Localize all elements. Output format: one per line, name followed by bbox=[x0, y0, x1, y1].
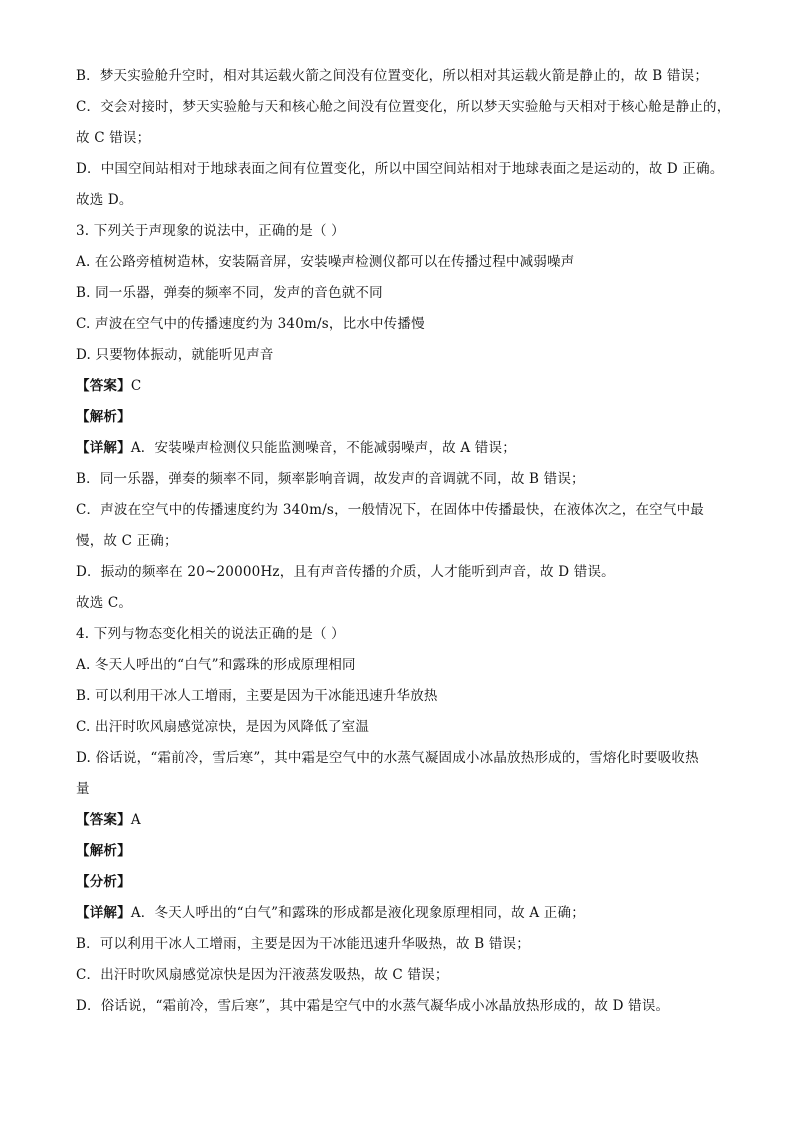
q3-option-c: C. 声波在空气中的传播速度约为 340m/s，比水中传播慢 bbox=[76, 316, 425, 332]
q4-option-b: B. 可以利用干冰人工增雨，主要是因为干冰能迅速升华放热 bbox=[76, 688, 438, 704]
q4-detail-a-text: A．冬天人呼出的“白气”和露珠的形成都是液化现象原理相同，故 A 正确； bbox=[130, 905, 585, 921]
q4-answer bbox=[76, 810, 141, 830]
q4-detail-d: D．俗话说，“霜前冷，雪后寒”，其中霜是空气中的水蒸气凝华成小冰晶放热形成的，故 D 错误。 bbox=[76, 998, 670, 1014]
q3-stem: 3. 下列关于声现象的说法中，正确的是（ ） bbox=[76, 223, 345, 239]
q4-option-a: A. 冬天人呼出的“白气”和露珠的形成原理相同 bbox=[76, 657, 356, 673]
q3-detail-c-line1: C．声波在空气中的传播速度约为 340m/s，一般情况下，在固体中传播最快，在液体次之，在空气中最 bbox=[76, 502, 704, 518]
q3-detail-tag: 【详解】 bbox=[76, 440, 131, 456]
q4-detail-tag: 【详解】 bbox=[76, 905, 131, 921]
q3-detail-d: D．振动的频率在 20~20000Hz，且有声音传播的介质，人才能听到声音，故 D 错误。 bbox=[76, 564, 615, 580]
q4-detail-b: B．可以利用干冰人工增雨，主要是因为干冰能迅速升华吸热，故 B 错误； bbox=[76, 936, 530, 952]
q4-fenxi-heading bbox=[76, 872, 131, 892]
q4-detail-c: C．出汗时吹风扇感觉凉快是因为汗液蒸发吸热，故 C 错误； bbox=[76, 967, 449, 983]
q4-option-d-line2: 量 bbox=[76, 781, 90, 797]
q4-option-c: C. 出汗时吹风扇感觉凉快，是因为风降低了室温 bbox=[76, 719, 370, 735]
q3-option-b: B. 同一乐器，弹奏的频率不同，发声的音色就不同 bbox=[76, 285, 383, 301]
q3-analysis-tag: 【解析】 bbox=[76, 409, 131, 425]
q3-answer bbox=[76, 376, 141, 396]
prev-option-b: B．梦天实验舱升空时，相对其运载火箭之间没有位置变化，所以相对其运载火箭是静止的，故 B 错误； bbox=[76, 68, 709, 84]
q3-answer-tag: 【答案】 bbox=[76, 378, 131, 394]
q3-detail-b: B．同一乐器，弹奏的频率不同，频率影响音调，故发声的音调就不同，故 B 错误； bbox=[76, 471, 585, 487]
q3-detail-c-line2: 慢，故 C 正确； bbox=[76, 533, 178, 549]
q4-analysis-heading bbox=[76, 841, 131, 861]
prev-option-c-line2: 故 C 错误； bbox=[76, 130, 151, 146]
q4-answer-value: A bbox=[130, 812, 141, 828]
q3-option-a: A. 在公路旁植树造林，安装隔音屏，安装噪声检测仪都可以在传播过程中减弱噪声 bbox=[76, 254, 575, 270]
q3-detail-a-text: A．安装噪声检测仪只能监测噪音，不能减弱噪声，故 A 错误； bbox=[130, 440, 516, 456]
prev-option-d: D．中国空间站相对于地球表面之间有位置变化，所以中国空间站相对于地球表面之是运动的，故 D 正确。 bbox=[76, 161, 724, 177]
q3-detail-a bbox=[76, 438, 516, 458]
q3-answer-value: C bbox=[130, 378, 142, 394]
q4-stem: 4. 下列与物态变化相关的说法正确的是（ ） bbox=[76, 626, 345, 642]
q3-analysis-heading bbox=[76, 407, 131, 427]
q4-option-d-line1: D. 俗话说，“霜前冷，雪后寒”，其中霜是空气中的水蒸气凝固成小冰晶放热形成的，雪熔化时要吸收热 bbox=[76, 750, 699, 766]
q3-option-d: D. 只要物体振动，就能听见声音 bbox=[76, 347, 274, 363]
q4-fenxi-tag: 【分析】 bbox=[76, 874, 131, 890]
prev-option-c-line1: C．交会对接时，梦天实验舱与天和核心舱之间没有位置变化，所以梦天实验舱与天相对于核心舱是静止的， bbox=[76, 99, 731, 115]
q4-answer-tag: 【答案】 bbox=[76, 812, 131, 828]
q4-analysis-tag: 【解析】 bbox=[76, 843, 131, 859]
prev-conclusion: 故选 D。 bbox=[76, 192, 133, 208]
q4-detail-a bbox=[76, 903, 585, 923]
q3-conclusion: 故选 C。 bbox=[76, 595, 133, 611]
